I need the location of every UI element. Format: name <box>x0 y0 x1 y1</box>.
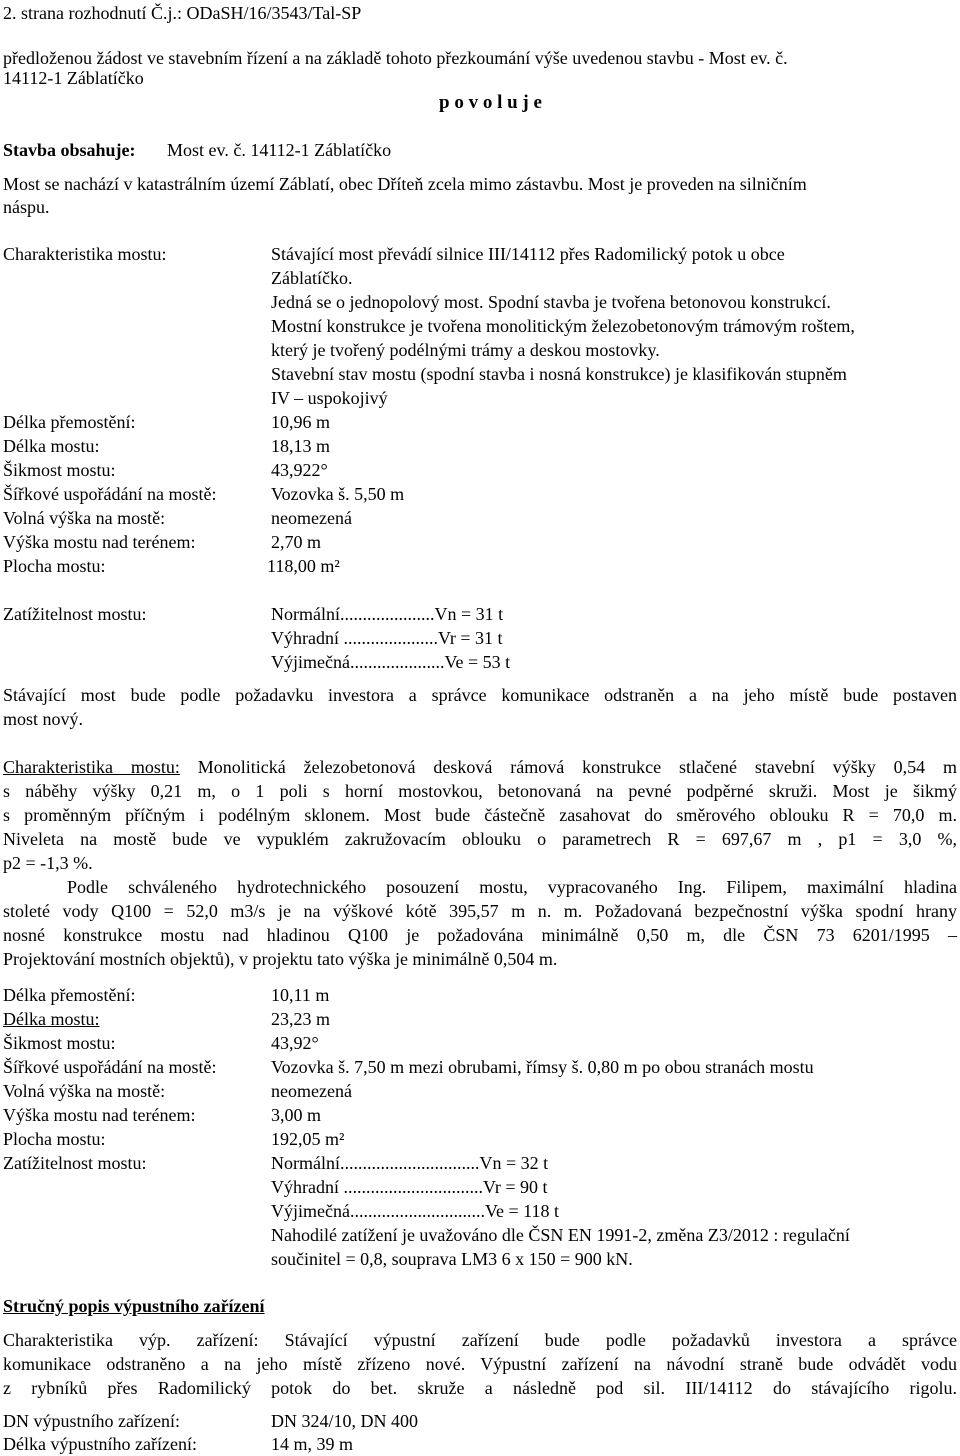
hydro-line: nosné konstrukce mostu nad hladinou Q100 je požadována minimálně 0,50 m, dle ČSN 73 6201/1995 – <box>3 925 957 945</box>
new-param-label: Délka přemostění: <box>3 985 136 1005</box>
existing-param-label: Plocha mostu: <box>3 556 106 576</box>
existing-char-label: Charakteristika mostu: <box>3 244 167 264</box>
location-line-1: Most se nachází v katastrálním území Záblatí, obec Dříteň zcela mimo zástavbu. Most je proveden na silničním <box>3 174 807 194</box>
existing-param-value: 118,00 m² <box>267 556 340 576</box>
new-param-value: 10,11 m <box>271 985 330 1005</box>
existing-char-line: Stávající most převádí silnice III/14112 přes Radomilický potok u obce <box>271 244 785 264</box>
outlet-param-value: 14 m, 39 m <box>271 1434 354 1454</box>
existing-param-value: Vozovka š. 5,50 m <box>271 484 405 504</box>
removal-line-1: Stávající most bude podle požadavku investora a správce komunikace odstraněn a na jeho místě bude postaven <box>3 685 957 705</box>
new-load-line: Výjimečná..............................Ve = 118 t <box>271 1201 559 1221</box>
existing-load-line: Výjimečná.....................Ve = 53 t <box>271 652 511 672</box>
new-char-line-last: p2 = -1,3 %. <box>3 853 93 873</box>
new-param-label: Šířkové uspořádání na mostě: <box>3 1057 217 1077</box>
existing-char-line: IV – uspokojivý <box>271 388 388 408</box>
load-note-line-1: Nahodilé zatížení je uvažováno dle ČSN EN 1991-2, změna Z3/2012 : regulační <box>271 1225 850 1245</box>
outlet-heading: Stručný popis výpustního zařízení <box>3 1296 265 1316</box>
existing-param-value: 18,13 m <box>271 436 331 456</box>
new-param-value: neomezená <box>271 1081 352 1101</box>
intro-line-1: předloženou žádost ve stavebním řízení a na základě tohoto přezkoumání výše uvedenou stavbu - Most ev. č. <box>3 48 788 68</box>
outlet-line-3: z rybníků přes Radomilický potok do bet. skruže a následně pod sil. III/14112 do stávajícího rigolu. <box>3 1378 957 1398</box>
hydro-line-last: Projektování mostních objektů), v projektu tato výška je minimálně 0,504 m. <box>3 949 558 969</box>
existing-param-value: 2,70 m <box>271 532 322 552</box>
existing-param-label: Šířkové uspořádání na mostě: <box>3 484 217 504</box>
outlet-line-1: Charakteristika výp. zařízení: Stávající výpustní zařízení bude podle požadavků investora a správce <box>3 1330 957 1350</box>
decision-heading: p o v o l u j e <box>439 92 542 113</box>
new-load-label: Zatížitelnost mostu: <box>3 1153 147 1173</box>
new-char-line: s náběhy výšky 0,21 m, o 1 poli s horní mostovkou, betonovaná na pevné podpěrné skruži. Most je šikmý <box>3 781 957 801</box>
existing-param-value: 10,96 m <box>271 412 331 432</box>
existing-load-label: Zatížitelnost mostu: <box>3 604 147 624</box>
intro-line-2: 14112-1 Záblatíčko <box>3 68 144 88</box>
location-line-2: náspu. <box>3 197 50 217</box>
existing-param-value: neomezená <box>271 508 352 528</box>
new-char-line: s proměnným příčným i podélným sklonem. Most bude částečně zasahovat do směrového oblouku R = 70,0 m. <box>3 805 957 825</box>
existing-char-line: Záblatíčko. <box>271 268 353 288</box>
stavba-label: Stavba obsahuje: <box>3 140 136 160</box>
new-param-value: 43,92° <box>271 1033 319 1053</box>
new-char-text: Monolitická železobetonová desková rámová konstrukce stlačené stavební výšky 0,54 m <box>179 757 957 777</box>
new-param-value: 3,00 m <box>271 1105 322 1125</box>
new-param-label: Šikmost mostu: <box>3 1033 116 1053</box>
page-header: 2. strana rozhodnutí Č.j.: ODaSH/16/3543/Tal-SP <box>3 3 362 23</box>
outlet-line-2: komunikace odstraněno a na jeho místě zřízeno nové. Výpustní zařízení na návodní straně bude odvádět vodu <box>3 1354 957 1374</box>
new-param-value: Vozovka š. 7,50 m mezi obrubami, římsy š. 0,80 m po obou stranách mostu <box>271 1057 814 1077</box>
new-param-label: Výška mostu nad terénem: <box>3 1105 196 1125</box>
new-param-value: 192,05 m² <box>271 1129 345 1149</box>
new-char-line-1 <box>3 756 957 778</box>
new-param-label: Volná výška na mostě: <box>3 1081 166 1101</box>
new-char-label: Charakteristika mostu: <box>3 757 180 777</box>
new-load-line: Výhradní ...............................Vr = 90 t <box>271 1177 548 1197</box>
outlet-param-label: Délka výpustního zařízení: <box>3 1434 197 1454</box>
existing-param-label: Výška mostu nad terénem: <box>3 532 196 552</box>
existing-param-value: 43,922° <box>271 460 328 480</box>
existing-load-line: Normální.....................Vn = 31 t <box>271 604 504 624</box>
existing-char-line: Stavební stav mostu (spodní stavba i nosná konstrukce) je klasifikován stupněm <box>271 364 847 384</box>
new-load-line: Normální...............................Vn = 32 t <box>271 1153 549 1173</box>
existing-param-label: Délka přemostění: <box>3 412 136 432</box>
existing-param-label: Volná výška na mostě: <box>3 508 166 528</box>
existing-param-label: Šikmost mostu: <box>3 460 116 480</box>
stavba-value: Most ev. č. 14112-1 Záblatíčko <box>167 140 392 160</box>
hydro-line: Podle schváleného hydrotechnického posouzení mostu, vypracovaného Ing. Filipem, maximální hladina <box>67 877 957 897</box>
existing-load-line: Výhradní .....................Vr = 31 t <box>271 628 503 648</box>
outlet-param-value: DN 324/10, DN 400 <box>271 1411 418 1431</box>
existing-char-line: který je tvořený podélnými trámy a deskou mostovky. <box>271 340 660 360</box>
hydro-line: stoleté vody Q100 = 52,0 m3/s je na výškové kótě 395,57 m n. m. Požadovaná bezpečnostní výška spodní hrany <box>3 901 957 921</box>
load-note-line-2: součinitel = 0,8, souprava LM3 6 x 150 = 900 kN. <box>271 1249 633 1269</box>
removal-line-2: most nový. <box>3 709 84 729</box>
new-param-label: Plocha mostu: <box>3 1129 106 1149</box>
new-char-line: Niveleta na mostě bude ve vypuklém zakružovacím oblouku o parametrech R = 697,67 m , p1 = 3,0 %, <box>3 829 957 849</box>
existing-param-label: Délka mostu: <box>3 436 100 456</box>
new-param-value: 23,23 m <box>271 1009 331 1029</box>
new-param-label: Délka mostu: <box>3 1009 100 1029</box>
outlet-param-label: DN výpustního zařízení: <box>3 1411 180 1431</box>
existing-char-line: Mostní konstrukce je tvořena monolitickým železobetonovým trámovým roštem, <box>271 316 855 336</box>
existing-char-line: Jedná se o jednopolový most. Spodní stavba je tvořena betonovou konstrukcí. <box>271 292 831 312</box>
